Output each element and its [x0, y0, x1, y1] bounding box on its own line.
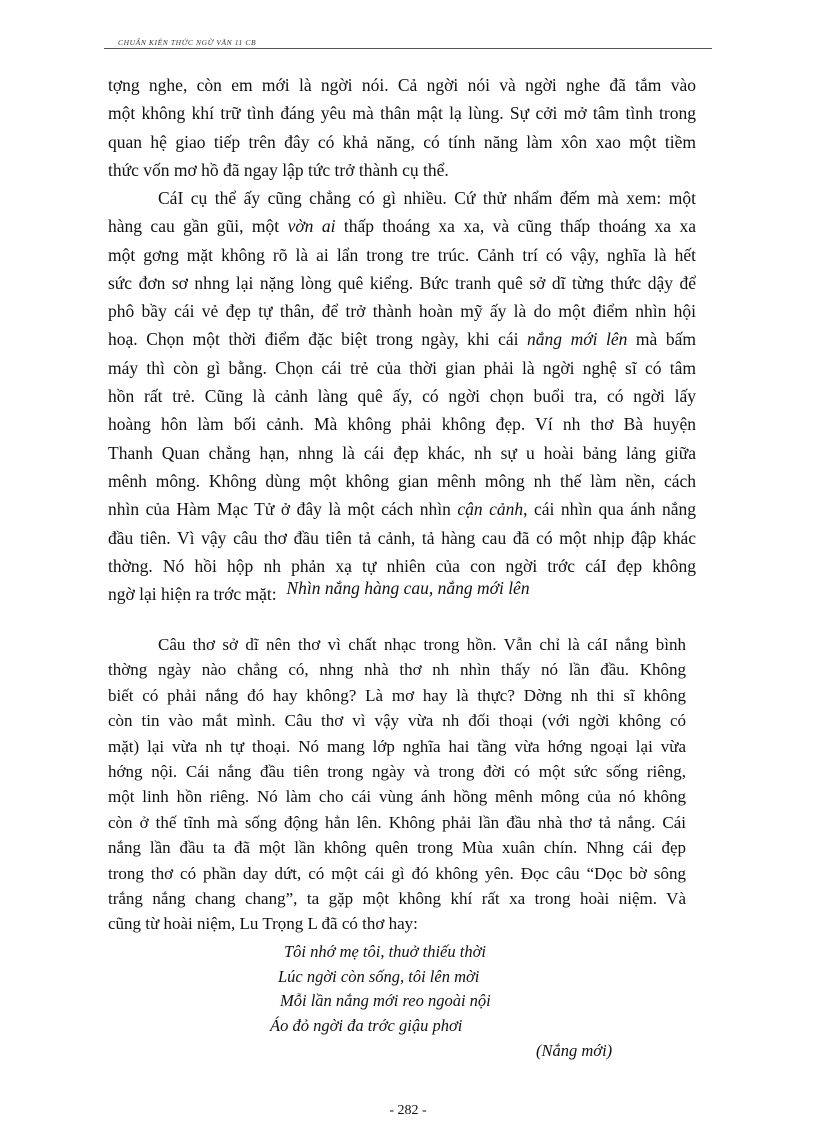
- running-header: CHUẨN KIẾN THỨC NGỮ VĂN 11 CB: [118, 38, 257, 47]
- text-line: ngờ lại hiện ra trớc mặt:: [108, 584, 277, 605]
- page-number: - 282 -: [389, 1103, 427, 1118]
- text-run: hàng cau gần gũi, một: [108, 216, 288, 237]
- text-line: trắng nắng chang chang”, ta gặp một không khí rất xa trong hoài niệm. Và: [108, 889, 686, 909]
- text-run: mà bấm: [627, 329, 696, 350]
- text-line: mặt) lại vừa nh tự thoại. Nó mang lớp nghĩa hai tầng vừa hớng ngoại lại vừa: [108, 736, 686, 756]
- text-line: máy thì còn gì bằng. Chọn cái trẻ của thời gian phải là ngời nghệ sĩ có tâm: [108, 357, 696, 378]
- text-line: thờng ngày nào chẳng có, nhng nhà thơ nh nhìn thấy nó lần đầu. Không: [108, 660, 686, 680]
- text-line: đầu tiên. Vì vậy câu thơ đầu tiên tả cảnh, tả hàng cau đã có một nhịp đập khác: [108, 527, 696, 548]
- poem-stanza: [270, 940, 491, 1038]
- poem-line: Áo đỏ ngời đa trớc giậu phơi: [270, 1015, 463, 1035]
- quoted-verse: Nhìn nắng hàng cau, nắng mới lên: [286, 578, 530, 598]
- text-line: thờng. Nó hồi hộp nh phản xạ tự nhiên của con ngời trớc cáI đẹp không: [108, 555, 696, 576]
- text-run: thấp thoáng xa xa, và cũng thấp thoáng xa xa: [335, 216, 696, 237]
- text-line: Thanh Quan chẳng hạn, nhng là cái đẹp khác, nh sự u hoài bảng lảng giữa: [108, 442, 696, 463]
- text-line: tợng nghe, còn em mới là ngời nói. Cả ngời nói và ngời nghe đã tắm vào: [108, 75, 696, 95]
- text-line: quan hệ giao tiếp trên đây có khả năng, có tính năng làm xôn xao một tiềm: [108, 131, 696, 152]
- text-line: Câu thơ sở dĩ nên thơ vì chất nhạc trong hồn. Vẫn chỉ là cáI nắng bình: [158, 635, 686, 654]
- text-line: hồn rất trẻ. Cũng là cảnh làng quê ấy, có ngời chọn buổi tra, có ngời lấy: [108, 386, 696, 407]
- italic-phrase: cận cảnh: [457, 499, 524, 520]
- text-run: , cái nhìn qua ánh nắng: [523, 499, 696, 520]
- text-line: biết có phải nắng đó hay không? Là mơ hay là thực? Dờng nh thi sĩ không: [108, 685, 686, 705]
- italic-phrase: nắng mới lên: [527, 329, 628, 350]
- text-line: hoàng hôn làm bối cảnh. Mà không phải không đẹp. Ví nh thơ Bà huyện: [108, 414, 696, 435]
- paragraph-1: [108, 71, 696, 184]
- poem-line: Lúc ngời còn sống, tôi lên mời: [278, 966, 480, 986]
- text-line: CáI cụ thể ấy cũng chẳng có gì nhiều. Cứ thử nhẩm đếm mà xem: một: [158, 188, 696, 208]
- header-rule: [104, 48, 712, 49]
- italic-phrase: vờn ai: [287, 216, 336, 237]
- poem-source: (Nắng mới): [536, 1041, 613, 1060]
- text-line: hớng nội. Cái nắng đầu tiên trong ngày và trong đời có một sức sống riêng,: [108, 762, 686, 782]
- text-line: [108, 325, 696, 353]
- text-line: trong thơ có phần day dứt, có một cái gì đó không yên. Đọc câu “Dọc bờ sông: [108, 863, 686, 883]
- poem-line: Mỗi lần nắng mới reo ngoài nội: [280, 991, 491, 1011]
- text-line: sức đơn sơ nhng lại nặng lòng quê kiểng. Bức tranh quê sở dĩ từng thức dậy để: [108, 272, 696, 293]
- text-line: mênh mông. Không dùng một không gian mênh mông nh thế làm nền, cách: [108, 470, 696, 491]
- text-run: nhìn của Hàm Mạc Tử ở đây là một cách nhìn: [108, 499, 458, 520]
- paragraph-3: [108, 632, 686, 937]
- text-line: [108, 495, 696, 523]
- text-line: thức vốn mơ hồ đã ngay lập tức trở thành cụ thể.: [108, 159, 449, 180]
- text-line: nắng lần đầu ta đã một lần không quên trong Mùa xuân chín. Nhng cái đẹp: [108, 838, 686, 858]
- text-line: một không khí trữ tình đáng yêu mà thân mật lạ lùng. Sự cởi mở tâm tình trong: [108, 103, 696, 124]
- poem-line: Tôi nhớ mẹ tôi, thuở thiếu thời: [284, 942, 486, 961]
- text-line: một gơng mặt không rõ là ai lẩn trong tre trúc. Cảnh trí có vậy, nghĩa là hết: [108, 244, 696, 265]
- paragraph-2: [108, 184, 696, 608]
- text-line: cũng từ hoài niệm, Lu Trọng L đã có thơ hay:: [108, 914, 418, 934]
- text-line: [108, 212, 696, 240]
- text-line: một linh hồn riêng. Nó làm cho cái vùng ánh hồng mênh mông của nó không: [108, 787, 686, 807]
- text-line: còn tin vào mắt mình. Câu thơ vì vậy vừa nh đối thoại (với ngời không có: [108, 711, 686, 731]
- text-run: hoạ. Chọn một thời điểm đặc biệt trong ngày, khi cái: [108, 329, 528, 350]
- text-line: còn ở thế tĩnh mà sống động hẳn lên. Không phải lần đầu nhà thơ tả nắng. Cái: [108, 812, 686, 832]
- text-line: phô bầy cái vẻ đẹp tự thân, để trở thành hoàn mỹ ấy là do một điểm nhìn hội: [108, 301, 696, 322]
